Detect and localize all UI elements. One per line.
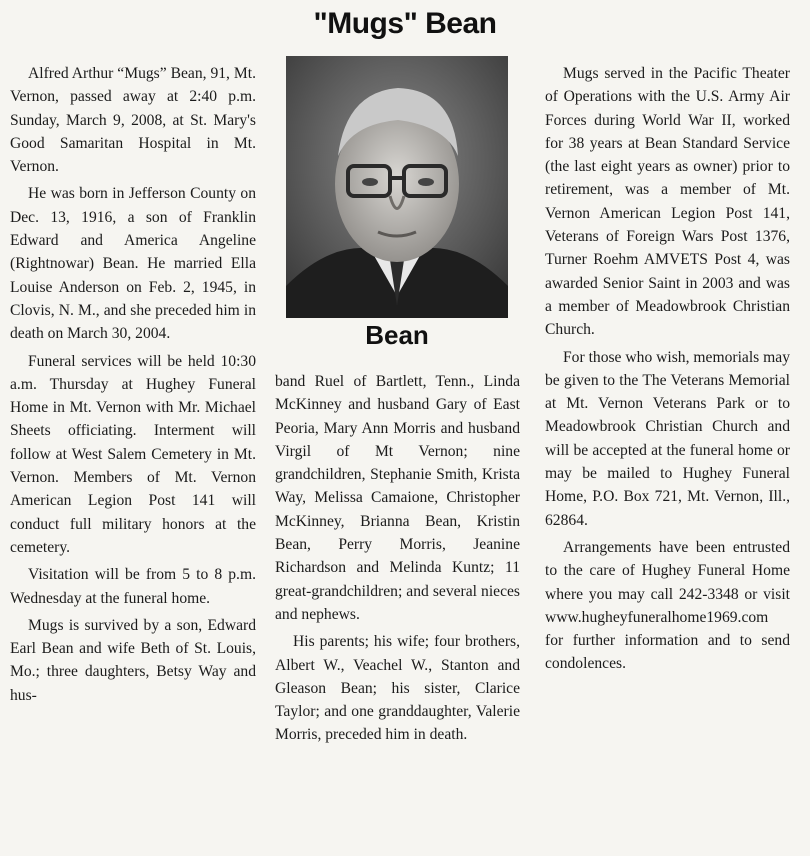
paragraph: His parents; his wife; four brothers, Albert W., Veachel W., Stanton and Gleason Bean; his sister, Clarice Taylor; and one granddaughter, Valerie Morris, preceded him in death.: [275, 633, 520, 744]
text-column-3: [545, 62, 790, 680]
paragraph: Funeral services will be held 10:30 a.m. Thursday at Hughey Funeral Home in Mt. Vernon with Mr. Michael Sheets officiating. Interment will follow at West Salem Cemetery in Mt. Vernon. Members of Mt. Vernon American Legion Post 141 will conduct full military honors at the cemetery.: [10, 352, 256, 556]
paragraph: band Ruel of Bartlett, Tenn., Linda McKinney and husband Gary of East Peoria, Mary Ann Morris and husband Virgil of Mt Vernon; nine grandchildren, Stephanie Smith, Krista Way, Melissa Camaione, Christopher McKinney, Brianna Bean, Kristin Bean, Perry Morris, Jeanine Richardson and Melinda Kuntz; 11 great-grandchildren; and several nieces and nephews.: [275, 373, 520, 623]
paragraph: Mugs served in the Pacific Theater of Operations with the U.S. Army Air Forces during World War II, worked for 38 years at Bean Standard Service (the last eight years as owner) prior to retirement, was a member of Mt. Vernon American Legion Post 141, Veterans of Foreign Wars Post 1376, Turner Roehm AMVETS Post 4, was awarded Senior Saint in 2003 and was a member of Meadowbrook Christian Church.: [545, 65, 790, 339]
photo-caption: Bean: [365, 320, 429, 350]
portrait-illustration: [286, 56, 508, 318]
paragraph: Visitation will be from 5 to 8 p.m. Wednesday at the funeral home.: [10, 566, 256, 607]
paragraph: He was born in Jefferson County on Dec. 13, 1916, a son of Franklin Edward and America Angeline (Rightnowar) Bean. He married Ella Louise Anderson on Feb. 2, 1945, in Clovis, N. M., and she preceded him in death on March 30, 2004.: [10, 185, 256, 343]
text-column-1: [10, 62, 256, 711]
paragraph: Arrangements have been entrusted to the care of Hughey Funeral Home where you may call 242-3348 or visit www.hugheyfuneralhome1969.com for further information and to send condolences.: [545, 538, 790, 673]
obituary-headline: "Mugs" Bean: [313, 7, 497, 40]
portrait-photo: [286, 56, 508, 318]
paragraph: Alfred Arthur “Mugs” Bean, 91, Mt. Vernon, passed away at 2:40 p.m. Sunday, March 9, 2008, at St. Mary's Good Samaritan Hospital in Mt. Vernon.: [10, 65, 256, 176]
paragraph: Mugs is survived by a son, Edward Earl Bean and wife Beth of St. Louis, Mo.; three daughters, Betsy Way and hus-: [10, 616, 256, 704]
paragraph: For those who wish, memorials may be given to the The Veterans Memorial at Mt. Vernon Veterans Park or to Meadowbrook Christian Church and will be accepted at the funeral home or may be mailed to Hughey Funeral Home, P.O. Box 721, Mt. Vernon, Ill., 62864.: [545, 348, 790, 529]
text-column-2: [275, 370, 520, 751]
